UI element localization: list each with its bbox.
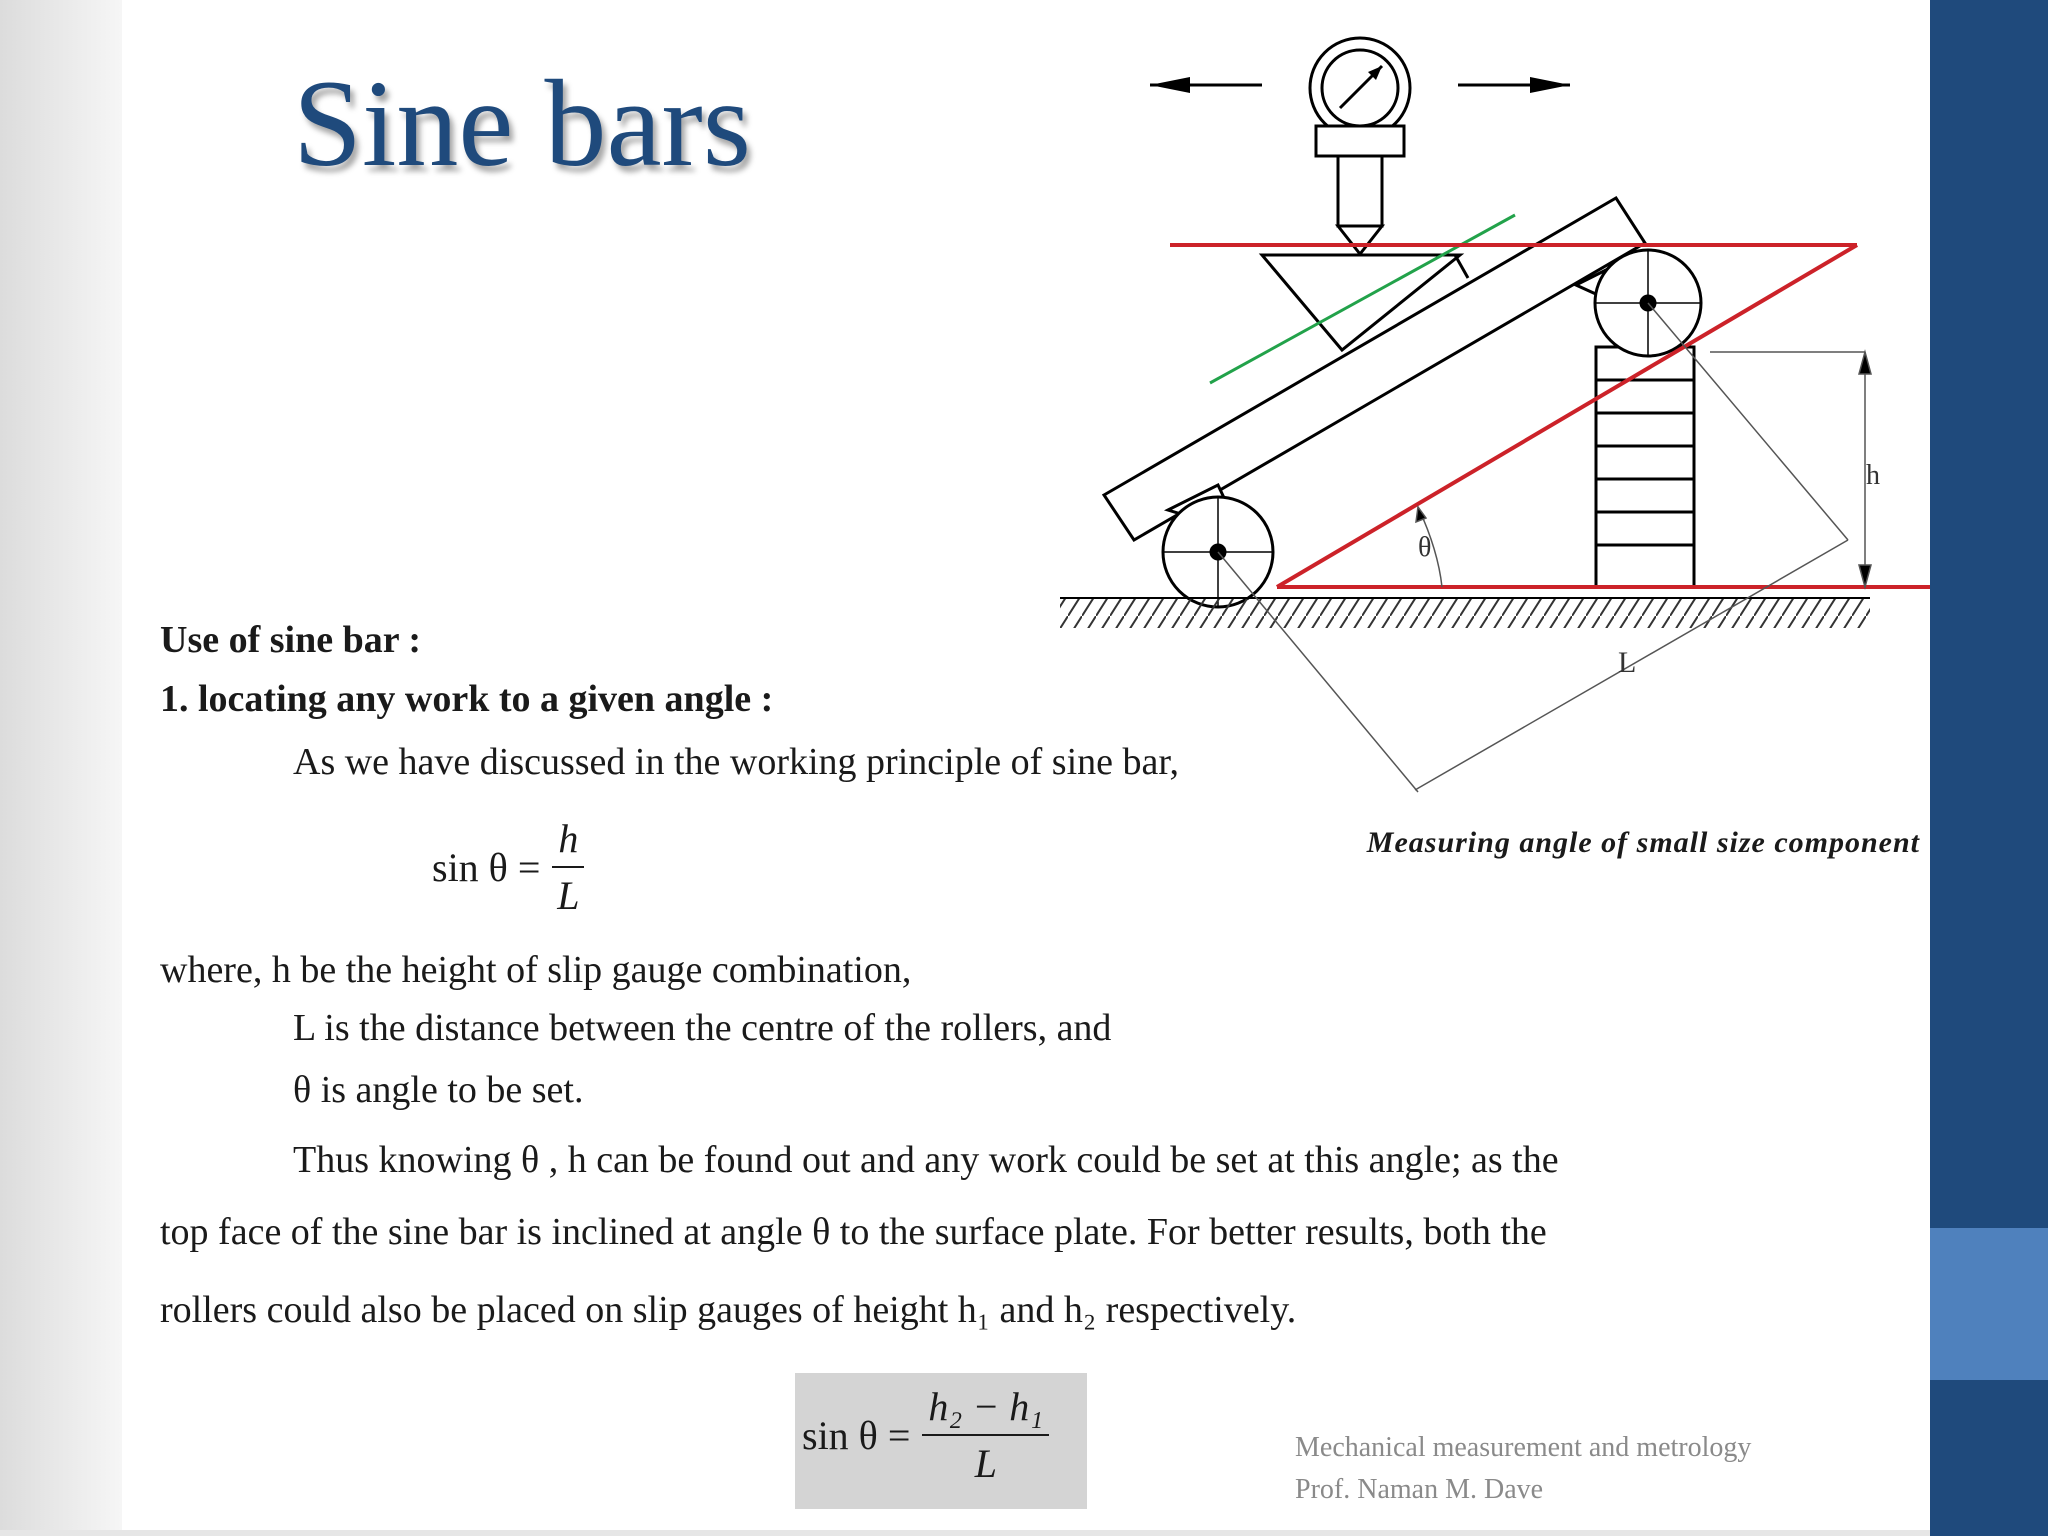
equation-sin-theta [432, 815, 584, 919]
sine-bar-body [1104, 198, 1645, 540]
surface-plate [1060, 598, 1870, 628]
equation-lhs: sin θ = [432, 844, 541, 890]
equation-2-fraction [922, 1383, 1049, 1487]
footer-course: Mechanical measurement and metrology [1295, 1432, 1752, 1463]
arrow-left-icon [1150, 77, 1262, 93]
label-theta: θ [1418, 532, 1432, 563]
label-L: L [1618, 646, 1637, 679]
where-line-1: where, h be the height of slip gauge combination, [160, 949, 912, 991]
sine-bar-diagram [1040, 0, 1930, 800]
equation-2-numerator: h₂ − h₁ [922, 1383, 1049, 1436]
heading-locating-work: 1. locating any work to a given angle : [160, 678, 774, 720]
paragraph-line-2: top face of the sine bar is inclined at angle θ to the surface plate. For better results, both the [160, 1211, 1547, 1253]
heading-use-of-sine-bar: Use of sine bar : [160, 619, 422, 661]
equation-2-denominator: L [974, 1441, 997, 1486]
equation-sin-theta-difference [802, 1383, 1049, 1487]
figure-caption: Measuring angle of small size component [1366, 826, 1920, 859]
equation-numerator: h [552, 815, 584, 868]
equation-fraction [552, 815, 584, 919]
right-accent-block [1930, 1228, 2048, 1380]
footer-author: Prof. Naman M. Dave [1295, 1474, 1544, 1505]
arrow-right-icon [1458, 77, 1570, 93]
paragraph-line-3: rollers could also be placed on slip gauges of height h₁ and h₂ respectively. [160, 1289, 1297, 1331]
dial-gauge-icon [1310, 38, 1410, 254]
slide-title: Sine bars [293, 55, 752, 192]
equation-2-lhs: sin θ = [802, 1412, 911, 1458]
equation-denominator: L [557, 873, 580, 918]
where-line-2: L is the distance between the centre of the rollers, and [293, 1007, 1112, 1049]
intro-text: As we have discussed in the working principle of sine bar, [293, 741, 1179, 783]
slip-gauge-stack [1596, 347, 1694, 587]
bottom-strip [0, 1530, 1930, 1536]
left-gradient-panel [0, 0, 122, 1536]
label-h: h [1866, 460, 1880, 491]
paragraph-line-1: Thus knowing θ , h can be found out and any work could be set at this angle; as the [293, 1139, 1559, 1181]
where-line-3: θ is angle to be set. [293, 1069, 584, 1111]
